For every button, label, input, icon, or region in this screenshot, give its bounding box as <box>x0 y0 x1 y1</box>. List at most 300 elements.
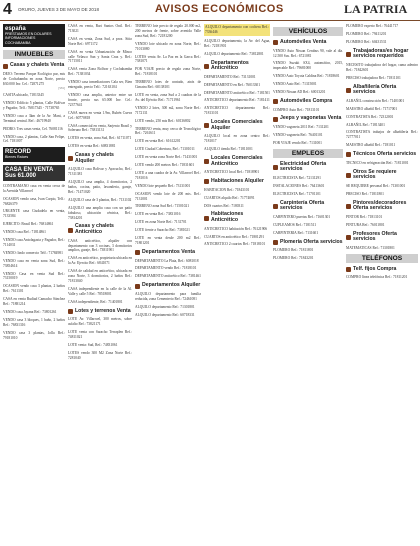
classified-ad <box>135 259 201 264</box>
bank-ad-info: INFORMACIONES <box>5 36 36 41</box>
section-header: Electricidad Oferta servicios <box>273 162 343 173</box>
classified-ad-text: ALBAÑIL construcción Ref.: 71401001 <box>346 98 405 103</box>
classified-ad-text: VENDO casa, 2 plantas, Calle San Felipe, Cel. 7181007 <box>3 134 65 144</box>
classified-ad-text: COMPRO Auto Ref.: 71813101 <box>273 107 320 112</box>
classified-ad <box>135 93 201 103</box>
classified-ad-text: ALQUILO departamento Ref.: 71301801 <box>135 304 195 309</box>
classified-ad <box>346 161 418 166</box>
classified-ad-text: ELECTRICISTA Ref.: 72131291 <box>273 175 321 180</box>
person-icon <box>346 52 351 57</box>
ads-list <box>204 227 270 248</box>
ads-list <box>204 75 270 116</box>
classified-ad-text: POR VIAJE precio de regalo zona Norte, Ref.: 71818101 <box>135 67 201 77</box>
classified-ad-text: LOTES vendo 300 M2 Zona Norte Ref.: 7281040 <box>68 350 132 360</box>
classified-ad <box>273 74 343 79</box>
classified-ad-text: TERRENO lote precio de regalo 20.000 m2, 200 metros de frente, sobre avenida Valle zona Sud, Ref.: 72181200 <box>135 24 201 38</box>
ads-list <box>273 49 343 95</box>
bank-ad-headline: PRESTAMOS EN DOLARES <box>5 32 52 36</box>
section-header: Técnicos Oferta servicios <box>346 152 418 158</box>
classified-ad-text: CUARTOS en anticrético Ref.: 71801291 <box>204 234 265 239</box>
classified-ad <box>135 119 201 124</box>
band-inmuebles: INMUEBLES <box>3 50 65 59</box>
classified-ad-text: VENDO casa amplia, anterior entre un fronte, precio sus 65.000 Inv. Cel.: 72377641 <box>68 92 132 107</box>
classified-ad <box>273 256 343 261</box>
section-header: Departamentos Alquiler <box>135 283 201 289</box>
classified-ad <box>204 188 270 193</box>
classified-ad <box>273 223 343 228</box>
ads-list <box>273 108 343 113</box>
classified-ad-text: ANTICRETICO local Ref.: 71818901 <box>204 170 260 175</box>
classified-ad-text: PLOMERO experto Ref.: 76441717 <box>346 24 399 28</box>
ads-list <box>204 188 270 209</box>
classified-ad <box>68 206 132 221</box>
classified-ad <box>3 238 65 248</box>
classified-ad-text: VENDO casa Antofagasta y Pagador, Ref.: 7114031 <box>3 238 65 247</box>
classified-ad <box>68 180 132 195</box>
classified-ad-text: OCASION vendo lote de 200 mts. Ref.: 7131001 <box>135 191 201 201</box>
classified-ad-text: ALQUILO casa amplia, 4 dormitorios, 2 baños, cocina, patio, lavanderia, garaje, Ref.: 71471020 <box>68 180 132 194</box>
classified-ad-text: CARPINTERO puertas Ref.: 71601301 <box>273 214 331 219</box>
column-1 <box>3 24 65 542</box>
room-icon <box>204 179 209 184</box>
classified-ad-text: DOS cuartos Ref.: 7180311 <box>204 203 244 208</box>
classified-ad-text: VENDO 2 lotes, 300 m2, zona Norte Ref.: 7172131 <box>135 105 201 115</box>
brick-icon <box>346 88 351 93</box>
bank-ad-sub: COCHABAMBA <box>5 40 31 45</box>
classified-ad-text: MAESTRO albañil Ref.: 7181011 <box>346 143 396 148</box>
ads-list <box>346 99 418 148</box>
classified-ad <box>346 130 418 140</box>
classified-ad <box>346 32 418 37</box>
newspaper-brand: LA PATRIA <box>344 2 408 16</box>
page-number: 4 <box>3 1 12 18</box>
classified-ad <box>68 317 132 327</box>
classified-ad <box>204 91 270 96</box>
classified-ad-text: LOTE venta: Sud, Ref.: 74831061 <box>68 342 118 347</box>
classified-ad-text: CASA anticrético, alquiler con departamento con 3 cocinas, 3 dormitorios amplios, garaje, Ref.: 73811901 <box>68 238 132 253</box>
section-header: Departamentos Venta <box>135 250 201 256</box>
classified-ad <box>273 125 343 130</box>
classified-ad-text: PINTOR Ref.: 71813101 <box>346 214 383 219</box>
classified-ad-text: POR VIAJE vendo Ref.: 7131001 <box>273 140 322 145</box>
ads-list <box>346 161 418 166</box>
classified-ad <box>273 61 343 71</box>
classified-ad-text: PLOMERO Ref.: 79411201 <box>346 31 387 36</box>
band-telefonos: TELÉFONOS <box>346 254 418 263</box>
classified-ad <box>135 305 201 310</box>
classified-ad <box>204 134 270 144</box>
classified-ad <box>204 227 270 232</box>
record-ad-line: Bienes Raíces <box>5 155 29 160</box>
classified-ad-text: CASA en venta, Zona Sud, a prox. Sitio Norte Ref.: 6971172 <box>68 36 132 46</box>
classified-ad-text: INSTALACIONES Ref.: 76413601 <box>273 183 325 188</box>
casa-en-venta-ad <box>3 165 65 181</box>
classified-ad <box>204 242 270 247</box>
classified-ad <box>135 292 201 302</box>
classified-ad <box>68 330 132 340</box>
classified-ad <box>135 67 201 77</box>
classified-ad <box>68 93 132 108</box>
classified-ad <box>204 52 270 57</box>
classified-ad-text: LOTE en venta Ref.: 73831016 <box>135 212 181 217</box>
section-header: Trabajadoras/es hogar servicios requeridos <box>346 49 418 60</box>
classified-ad <box>3 184 65 194</box>
classified-ad <box>346 99 418 104</box>
classified-ad <box>135 204 201 209</box>
column-2 <box>68 24 132 542</box>
ads-list <box>346 63 418 81</box>
classified-ad <box>135 266 201 271</box>
section-header: Casas y chalets Alquiler <box>68 153 132 164</box>
classified-ad <box>68 198 132 203</box>
classified-ad-text: LOTE vendo 200 metros Ref.: 71831601 <box>135 163 195 168</box>
bank-ad-brand: españa <box>5 26 26 32</box>
classified-ad <box>135 163 201 168</box>
classified-ad-text: DEPARTAMENTO anticrético Ref.: 7381461 <box>135 274 201 279</box>
classified-ad-text: PLOMERO Ref.: 60431531 <box>346 39 387 44</box>
classified-ad-text: VENDO casa 3 bloques, 1 baño, 2 baños Ref.: 76831316 <box>3 317 65 327</box>
classified-ad <box>204 98 270 103</box>
ads-list <box>346 184 418 197</box>
section-header: Jeeps y vagonetas Venta <box>273 116 343 122</box>
classified-ad <box>135 127 201 137</box>
classified-ad-text: ANTICRETICO 2 cuartos Ref.: 71818101 <box>204 242 266 247</box>
classified-ad <box>204 235 270 240</box>
wrench-icon <box>273 240 278 245</box>
classified-ad <box>135 171 201 181</box>
classified-ad-text: LOTE frente a Saracho Ref.: 7381021 <box>135 228 190 233</box>
classified-ad-text: VENDO casa 3 plantas, Jolla Ref.: 79181010 <box>3 330 65 340</box>
classified-ad-text: DEPARTAMENTO vendo Ref.: 71818101 <box>135 266 197 271</box>
band-vehiculos: VEHÍCULOS <box>273 27 343 36</box>
classified-ad <box>3 93 65 98</box>
classified-ad <box>135 106 201 116</box>
page-date: ORURO, JUEVES 3 DE MAYO DE 2018 <box>18 7 99 12</box>
classified-ad-text: OCASION vendo casa 3 plantas, 2 baños Ref.: 7611301 <box>3 284 65 294</box>
classified-ad <box>273 192 343 197</box>
car-icon <box>273 99 278 104</box>
classified-ad-text: VENDO casa inmediaciones Cala ser, Bien entregado, precio Telf.: 72163104 <box>68 80 132 90</box>
classified-ad <box>204 24 270 36</box>
classified-ad-text: LOTE en venta Ref.: 61612201 <box>135 139 181 144</box>
house-icon <box>68 228 73 233</box>
classified-ad-text: VENDO casa Ref.: 71814861 <box>3 230 46 235</box>
car-icon <box>273 40 278 45</box>
classified-ad-text: LOTE Av. Villarroel, 300 metros, sobre asfalto Ref.: 73821171 <box>68 317 132 327</box>
classified-ad-text: DEPARTAMENTO La Plata, Ref.: 6081018 <box>135 258 199 263</box>
saw-icon <box>273 204 278 209</box>
classified-ad <box>135 42 201 52</box>
classified-ad <box>3 135 65 145</box>
classified-ad <box>135 155 201 160</box>
section-header: Plomería Oferta servicios <box>273 240 343 246</box>
classified-ad-text: PRECISO Ref.: 71811801 <box>346 191 384 196</box>
column-5 <box>273 24 343 542</box>
classified-ad <box>135 24 201 39</box>
classified-ad <box>135 212 201 217</box>
classified-ad <box>68 37 132 47</box>
classified-ad <box>68 111 132 121</box>
classified-ad-text: LOTE vendo, 250 mts Ref.: 60136802 <box>135 118 191 123</box>
classified-ad-text: DEJO: Terreno Parque Ecológico par, mts de Cochabamba en zona Norte, precio $30.000 Inv. Cel.: 72871275 <box>3 71 65 86</box>
classified-ad-text: CASA comercial en venta, Sarjento Brasil y Soleruno Ref.: 73813131 <box>68 123 132 133</box>
classified-ad-text: ALQUILO tienda Ref.: 71811001 <box>204 147 253 152</box>
classified-ad <box>135 80 201 90</box>
phone-icon <box>346 267 351 272</box>
classified-ad <box>346 107 418 112</box>
classified-ad-text: CASA en venta Rudiad Camacho Sánchez Ref.: 71881214 <box>3 297 65 307</box>
classified-ad <box>135 192 201 202</box>
room-icon <box>204 216 209 221</box>
classified-ad-text: COMPRO línea telefónica Ref.: 71811201 <box>346 275 408 280</box>
tools-icon <box>346 152 351 157</box>
classified-ad <box>68 239 132 254</box>
classified-ad-text: ALQUILO departamento Ref.: 73812801 <box>204 51 264 56</box>
ads-list <box>135 259 201 280</box>
classified-ad <box>135 147 201 152</box>
classified-ad <box>135 274 201 279</box>
classified-ad-text: PINTURA Ref.: 76011801 <box>346 222 385 227</box>
classified-ad <box>68 144 132 149</box>
classified-ad-text: ELECTRICISTA Ref.: 71701101 <box>273 191 321 196</box>
classified-ad-text: CONTRAMANO casa en venta cerca de la Avenida Villarroel <box>3 183 65 193</box>
classified-ad-text: VENDO Nissan AD Ref.: 60013201 <box>273 90 326 95</box>
classified-ad <box>204 170 270 175</box>
classified-ad-text: VENDO casa en venta zona Sud, Ref.: 73854614 <box>3 258 65 268</box>
house-icon <box>68 156 73 161</box>
ads-list <box>346 275 418 280</box>
record-ad <box>3 147 65 161</box>
classified-ad <box>204 75 270 80</box>
classified-ad <box>68 256 132 266</box>
classified-ad-text: CARPINTERIA Ref.: 7131601 <box>273 230 319 235</box>
ads-list <box>346 246 418 251</box>
classified-ad-text: VENDO lote pequeño Ref.: 73131001 <box>135 183 191 188</box>
classified-ad <box>68 67 132 77</box>
column-6 <box>346 24 418 542</box>
classified-ad-text: LOTE en zona Norte Ref.: 7131701 <box>135 220 187 225</box>
brush-icon <box>346 204 351 209</box>
classified-ad <box>68 136 132 141</box>
classified-ad-text: SE REQUIERE personal Ref.: 71301001 <box>346 183 406 188</box>
land-icon <box>68 309 73 314</box>
classified-ad <box>346 223 418 228</box>
section-header: Automóviles Compra <box>273 99 343 105</box>
column-4 <box>204 24 270 542</box>
ads-list <box>68 167 132 220</box>
classified-ad-text: PEDRO: Tres casas venta, Cel. 76081116 <box>3 126 63 131</box>
classified-ad-text: CASA independiente en la calle de la Al. Valle y calle 5 Ref.: 78518001 <box>68 286 132 296</box>
section-header: Habitaciones Anticrético <box>204 212 270 223</box>
classified-ad <box>273 184 343 189</box>
classified-ad-text: CASA venta Zona Bolívar y Cochabamba Ref.: 71381034 <box>68 67 132 77</box>
classified-ad <box>346 184 418 189</box>
ads-list <box>273 125 343 146</box>
classified-ad <box>68 24 132 34</box>
classified-ad <box>68 287 132 297</box>
classified-ad <box>68 124 132 134</box>
house-icon <box>3 64 8 69</box>
classified-ad-text: OCASION vendo casa, Ivan Carpio, Telf.: 76826379 <box>3 196 65 206</box>
classified-ad-text: CASA en anticrético, propietaria ubicada en la Av. Ejercito Ref.: 6841071 <box>68 256 132 266</box>
classified-ad <box>3 72 65 90</box>
classified-ad <box>68 50 132 65</box>
classified-ad-text: PRECISO trabajadora Ref.: 71811101 <box>346 75 401 80</box>
classified-ad-text: VENDO Suzuki SX4, automático, 2015, impecable Ref.: 79681000 <box>273 61 343 71</box>
classified-ad-text: LOTE en venta desde 200 m2 Ref.: 71801201 <box>135 236 201 245</box>
classified-ad <box>3 297 65 307</box>
classified-ad <box>135 184 201 189</box>
ads-list <box>204 134 270 152</box>
classified-ad <box>68 300 132 305</box>
classified-ad <box>135 228 201 233</box>
classified-ad-text: ANTICRETICO departamento Ref.: 71813101 <box>204 106 270 116</box>
ads-list <box>3 184 65 341</box>
classified-ad <box>3 331 65 341</box>
classified-ad-text: CASA independiente, Ref.: 71401801 <box>68 299 123 304</box>
classified-ad-text: DEPARTAMENTO en Ref.: 76013301 <box>204 82 260 87</box>
classified-ad-text: TECNICO en refrigeración Ref.: 71811001 <box>346 160 409 165</box>
classified-ad <box>273 133 343 138</box>
classified-ad-text: MAESTRO albañil Ref.: 71717001 <box>346 106 398 111</box>
section-header: Carpintería Oferta servicios <box>273 201 343 212</box>
bank-ad <box>3 24 65 47</box>
classified-ad-text: ALQUILO local en zona centro Ref.: 7181017 <box>204 134 270 144</box>
classified-ad <box>346 192 418 197</box>
classified-ad <box>273 248 343 253</box>
section-header: Automóviles Venta <box>273 40 343 46</box>
classified-ad-text: TERRENO lotes de contado, atrás de Cimatra Ref.: 60138101 <box>135 80 201 90</box>
bolt-icon <box>273 165 278 170</box>
classified-ad <box>204 83 270 88</box>
classified-ad-text: CASA en venta Urbanización de Minco calle Velasco San y Santa Cruz y. Ref.: 71715011 <box>68 49 132 64</box>
classified-ad-text: VENDO casa Jayana Ref.: 73801261 <box>3 310 57 314</box>
classified-ad-text: TERRENO zona Sud Ref.: 71501021 <box>135 204 190 209</box>
classified-ad <box>3 251 65 256</box>
classified-ad <box>346 63 418 73</box>
classified-ad <box>3 259 65 269</box>
classified-ad <box>135 220 201 225</box>
classified-ad <box>346 115 418 120</box>
classified-ad-text: VENDO casa a 3km de la Av. Mani, a Terminal central. Ref.: 46719940 <box>3 113 65 123</box>
classified-ad-text: VENDO Auto Ref.: 71315001 <box>273 82 317 87</box>
classified-ad-text: ALQUILO departamento, la Av. del Agua, Ref.: 72181901 <box>204 38 270 48</box>
store-icon <box>204 159 209 164</box>
section-header: Habitaciones Alquiler <box>204 179 270 185</box>
classified-ad-text: CUPLEAMOS Ref.: 7181511 <box>273 222 317 227</box>
classified-ad <box>273 231 343 236</box>
star-icon <box>346 173 351 178</box>
classified-ad <box>3 114 65 124</box>
classified-ad-text: TERRENO venta, muy cerca de Tecnológico Ref.: 7261611 <box>135 126 201 136</box>
classified-ad-text: ALQUILO una amplia casa con un patio fabuloso, ubicación céntrica, Ref.: 73814201 <box>68 205 132 220</box>
ads-list <box>135 292 201 318</box>
section-header: Locales Comerciales Anticrético <box>204 156 270 167</box>
ads-list <box>273 176 343 197</box>
classified-ad <box>346 143 418 148</box>
classified-ad-code: [S81] <box>58 85 65 90</box>
classified-ad-text: LOTE a una cuadra de la Av. Villarroel Ref.: 7181016 <box>135 170 201 180</box>
classified-ad <box>204 196 270 201</box>
classified-ad <box>346 76 418 81</box>
classified-ad <box>3 222 65 227</box>
classified-ad <box>204 147 270 152</box>
classified-ad-text: HABITACION Ref.: 71843101 <box>204 187 250 192</box>
column-3 <box>135 24 201 542</box>
classified-ad-text: ANTICRETICO departamento Ref.: 7181411 <box>204 98 270 103</box>
classified-ad-text: LOTE en venta zona Norte Ref.: 71431001 <box>135 155 198 160</box>
classified-ad-text: PLOMERO Ref.: 71843201 <box>273 256 314 261</box>
section-header: Telf. fijos Compra <box>346 267 418 273</box>
classified-ad <box>3 101 65 111</box>
jeep-icon <box>273 117 278 122</box>
classified-ad-text: CONTRATISTA Ref.: 72312001 <box>346 114 394 119</box>
classified-ad <box>3 209 65 219</box>
classified-ad <box>3 272 65 282</box>
classified-ad <box>3 310 65 315</box>
classified-ad <box>346 123 418 128</box>
classified-ad-text: ALQUILO casa de 3 plantas, Ref.: 7131102 <box>68 197 132 202</box>
classified-ad-text: MATEMATICAS Ref.: 71301801 <box>346 245 395 250</box>
book-icon <box>346 235 351 240</box>
building-icon <box>204 64 209 69</box>
classified-ad-text: DEPARTAMENTO anticrético Ref.: 7181501 <box>204 90 270 95</box>
classified-ad-text: VENDO Auto Toyota Caldina Ref.: 71818601 <box>273 74 340 79</box>
classified-ad-text: VENDO vagoneta Ref.: 76401101 <box>273 132 323 137</box>
ads-list <box>273 215 343 236</box>
section-header: Profesores Oferta servicios <box>346 232 418 243</box>
classified-ad-text: LOTES en venta Ref.: 60831881 <box>68 144 116 149</box>
classified-ad <box>273 215 343 220</box>
classified-ad-text: CASITA ubicado, 71813345 <box>3 93 44 98</box>
classified-ad <box>3 318 65 328</box>
classified-ad-text: CASA en venta, Bari Santos Ontl. Ref.: 713021 <box>68 24 132 33</box>
classified-ad <box>3 284 65 294</box>
classified-ad-text: ANTICRETICO habitación Ref.: 76121906 <box>204 226 268 231</box>
casa-en-venta-price: Sus 61.000 <box>5 172 37 179</box>
classified-ad-text: ALQUILO casa Bolivar y Ayacucho, Ref.: 71311381 <box>68 167 132 177</box>
classified-ad-text: ALQUILO departamento Ref.: 60718331 <box>135 312 195 317</box>
classified-ad <box>135 139 201 144</box>
ads-list <box>68 239 132 305</box>
classified-ad <box>3 127 65 132</box>
section-title: AVISOS ECONÓMICOS <box>155 3 284 15</box>
classified-ad-text: VENDO: lindo comercio Telf.: 71784981 <box>3 250 63 255</box>
classified-ad <box>346 215 418 220</box>
classified-ad <box>68 167 132 177</box>
ads-list <box>3 72 65 145</box>
classified-ad <box>346 24 418 29</box>
band-empleos: EMPLEOS <box>273 149 343 158</box>
ads-list <box>204 24 270 57</box>
classified-ad <box>3 197 65 207</box>
classified-ad-text: PLOMERO Ref.: 71811801 <box>273 248 314 253</box>
classified-ad-text: LOTES venta Av. La Paz en la Garca Ref.: 7381071 <box>135 54 201 64</box>
classified-ad <box>273 90 343 95</box>
store-icon <box>204 123 209 128</box>
ads-list <box>68 317 132 360</box>
ads-list <box>135 24 201 246</box>
classified-ad-text: ALQUILO departamento con cochera Ref.: 7336446 <box>205 25 269 34</box>
ads-list <box>273 248 343 261</box>
classified-ad <box>273 82 343 87</box>
record-ad-title: RECORD <box>5 149 32 156</box>
ads-list <box>346 24 418 45</box>
classified-ad-text: LOTE venta con Saracho Terraplen Ref.: 74811021 <box>68 330 132 339</box>
casa-en-venta-title: CASA EN VENTA <box>5 166 54 173</box>
classified-ad-text: ALBAÑIL Ref.: 71813401 <box>346 122 385 127</box>
classified-ad-text: CONTRATISTA trabajos de albañilería Ref.: 72777011 <box>346 130 418 140</box>
